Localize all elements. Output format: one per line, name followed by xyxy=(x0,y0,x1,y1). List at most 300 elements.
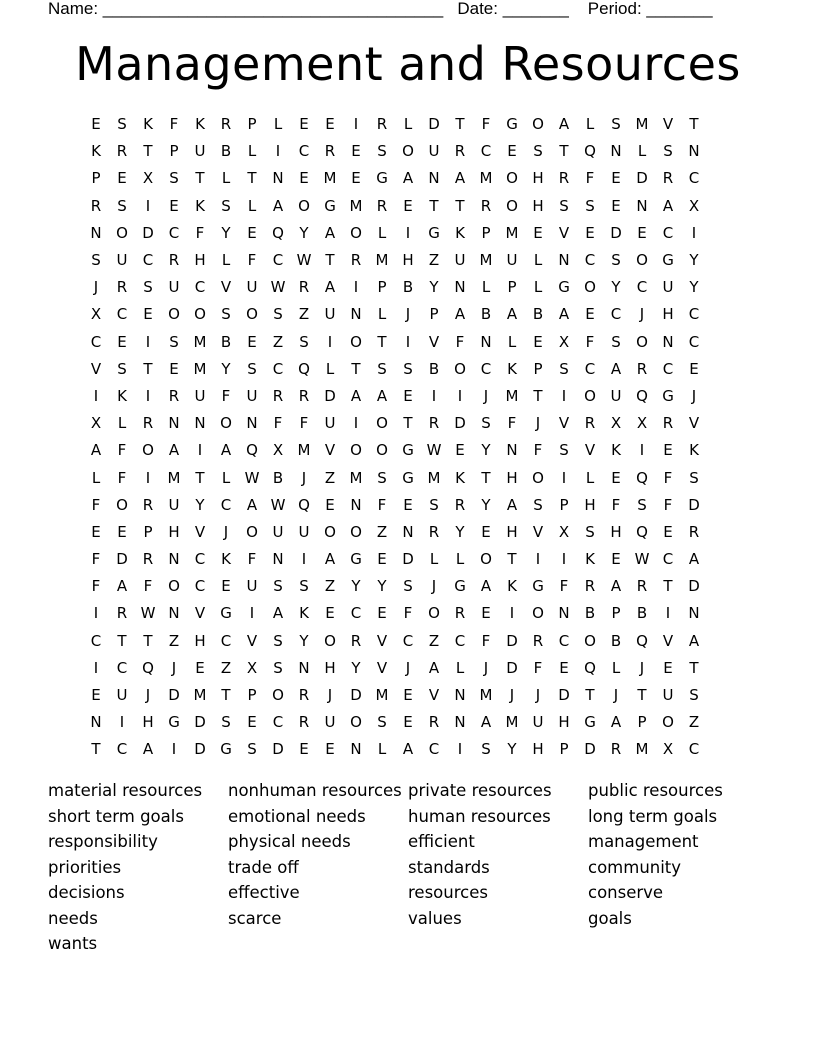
grid-letter: T xyxy=(143,359,153,378)
grid-letter: U xyxy=(324,305,336,324)
word-list-item: public resources xyxy=(588,781,723,800)
grid-letter: C xyxy=(688,332,700,351)
grid-letter: E xyxy=(403,386,413,405)
grid-letter: I xyxy=(561,386,567,405)
grid-letter: U xyxy=(116,686,128,705)
word-list-item: trade off xyxy=(228,857,299,877)
grid-letter: L xyxy=(221,468,231,487)
word-list-item: private resources xyxy=(408,781,552,800)
word-list-item: physical needs xyxy=(228,832,351,851)
grid-letter: J xyxy=(405,305,411,324)
grid-letter: O xyxy=(116,495,128,514)
grid-letter: N xyxy=(454,686,466,705)
grid-letter: S xyxy=(585,196,595,215)
grid-letter: N xyxy=(454,713,466,732)
grid-letter: M xyxy=(479,251,493,270)
grid-letter: O xyxy=(324,631,336,650)
grid-letter: F xyxy=(117,441,127,460)
grid-letter: O xyxy=(350,332,362,351)
grid-letter: O xyxy=(220,414,232,433)
period-field-label: Period: _______ xyxy=(587,0,713,18)
grid-letter: I xyxy=(145,386,151,405)
grid-letter: S xyxy=(299,577,309,596)
grid-letter: U xyxy=(168,278,180,297)
grid-letter: H xyxy=(662,305,674,324)
grid-row xyxy=(83,628,733,655)
word-list-item: priorities xyxy=(48,857,122,877)
grid-letter: E xyxy=(195,658,205,677)
grid-row xyxy=(83,709,733,736)
grid-letter: B xyxy=(402,278,414,297)
grid-letter: E xyxy=(169,359,179,378)
grid-letter: A xyxy=(506,305,518,324)
grid-letter: T xyxy=(91,740,101,759)
grid-letter: R xyxy=(142,495,154,514)
grid-letter: C xyxy=(298,142,310,161)
grid-letter: C xyxy=(194,278,206,297)
grid-letter: V xyxy=(194,522,206,541)
grid-letter: E xyxy=(247,223,257,242)
grid-letter: R xyxy=(662,169,674,188)
grid-letter: E xyxy=(663,658,673,677)
grid-letter: A xyxy=(272,604,284,623)
grid-letter: N xyxy=(194,414,206,433)
grid-letter: M xyxy=(505,223,519,242)
grid-letter: J xyxy=(639,658,645,677)
grid-letter: I xyxy=(561,468,567,487)
grid-letter: T xyxy=(637,686,647,705)
grid-letter: V xyxy=(376,658,388,677)
grid-letter: J xyxy=(301,468,307,487)
grid-letter: T xyxy=(689,115,699,134)
grid-letter: U xyxy=(662,686,674,705)
grid-letter: S xyxy=(299,332,309,351)
grid-letter: M xyxy=(375,251,389,270)
grid-letter: I xyxy=(535,550,541,569)
grid-letter: W xyxy=(270,495,286,514)
grid-letter: C xyxy=(272,359,284,378)
grid-letter: K xyxy=(143,115,153,134)
grid-letter: O xyxy=(298,196,310,215)
grid-letter: E xyxy=(377,550,387,569)
grid-letter: P xyxy=(429,305,439,324)
grid-letter: Y xyxy=(507,740,517,759)
grid-letter: E xyxy=(611,468,621,487)
grid-letter: V xyxy=(662,115,674,134)
grid-letter: I xyxy=(327,332,333,351)
grid-letter: G xyxy=(662,386,674,405)
grid-letter: M xyxy=(193,359,207,378)
grid-letter: Z xyxy=(220,658,232,677)
grid-letter: O xyxy=(246,305,258,324)
grid-letter: S xyxy=(611,251,621,270)
grid-letter: I xyxy=(93,604,99,623)
grid-row xyxy=(83,410,733,437)
grid-letter: M xyxy=(479,686,493,705)
grid-letter: C xyxy=(584,359,596,378)
grid-letter: G xyxy=(220,740,232,759)
grid-letter: Q xyxy=(584,142,596,161)
grid-letter: G xyxy=(402,468,414,487)
grid-letter: S xyxy=(169,169,179,188)
grid-letter: V xyxy=(688,414,700,433)
grid-letter: N xyxy=(350,740,362,759)
grid-letter: M xyxy=(635,740,649,759)
grid-letter: U xyxy=(168,495,180,514)
grid-letter: E xyxy=(117,332,127,351)
grid-letter: E xyxy=(611,196,621,215)
word-list-item: effective xyxy=(228,883,300,902)
grid-letter: P xyxy=(533,359,543,378)
grid-letter: I xyxy=(561,550,567,569)
grid-letter: P xyxy=(559,740,569,759)
grid-letter: I xyxy=(665,604,671,623)
grid-letter: S xyxy=(117,115,127,134)
grid-letter: I xyxy=(353,115,359,134)
grid-letter: Y xyxy=(299,223,309,242)
grid-letter: F xyxy=(247,251,257,270)
grid-letter: R xyxy=(428,522,440,541)
grid-letter: C xyxy=(194,577,206,596)
grid-letter: A xyxy=(116,577,128,596)
grid-letter: Z xyxy=(324,577,336,596)
grid-letter: N xyxy=(688,142,700,161)
grid-letter: U xyxy=(454,251,466,270)
grid-letter: N xyxy=(168,414,180,433)
grid-letter: S xyxy=(221,305,231,324)
grid-letter: I xyxy=(405,332,411,351)
grid-row xyxy=(83,492,733,519)
grid-letter: T xyxy=(533,386,543,405)
grid-letter: F xyxy=(611,495,621,514)
grid-letter: R xyxy=(350,631,362,650)
grid-letter: T xyxy=(455,196,465,215)
word-list-item: resources xyxy=(408,883,488,902)
grid-letter: E xyxy=(247,332,257,351)
grid-letter: E xyxy=(91,115,101,134)
grid-letter: U xyxy=(246,278,258,297)
grid-row xyxy=(83,464,733,491)
grid-letter: W xyxy=(634,550,650,569)
grid-letter: I xyxy=(275,142,281,161)
grid-letter: Q xyxy=(636,386,648,405)
grid-letter: K xyxy=(611,441,621,460)
grid-letter: S xyxy=(481,740,491,759)
grid-letter: Y xyxy=(689,278,699,297)
grid-letter: P xyxy=(559,495,569,514)
grid-letter: M xyxy=(193,332,207,351)
grid-letter: T xyxy=(663,577,673,596)
grid-letter: C xyxy=(662,550,674,569)
grid-letter: D xyxy=(454,414,466,433)
grid-letter: C xyxy=(584,251,596,270)
date-field-label: Date: _______ xyxy=(457,0,569,18)
grid-letter: N xyxy=(298,658,310,677)
grid-letter: R xyxy=(298,386,310,405)
grid-letter: I xyxy=(457,386,463,405)
grid-letter: F xyxy=(481,115,491,134)
grid-letter: U xyxy=(194,142,206,161)
grid-letter: C xyxy=(220,631,232,650)
grid-letter: K xyxy=(507,359,517,378)
grid-letter: E xyxy=(351,169,361,188)
grid-letter: N xyxy=(558,604,570,623)
grid-letter: E xyxy=(403,713,413,732)
grid-letter: I xyxy=(639,441,645,460)
grid-letter: O xyxy=(454,359,466,378)
grid-letter: T xyxy=(351,359,361,378)
grid-letter: K xyxy=(117,386,127,405)
grid-letter: F xyxy=(221,386,231,405)
grid-row xyxy=(83,274,733,301)
grid-letter: W xyxy=(140,604,156,623)
grid-letter: P xyxy=(91,169,101,188)
grid-letter: Z xyxy=(428,251,440,270)
grid-letter: K xyxy=(195,196,205,215)
grid-letter: C xyxy=(480,142,492,161)
grid-row xyxy=(83,600,733,627)
grid-letter: A xyxy=(402,169,414,188)
grid-letter: E xyxy=(533,332,543,351)
grid-letter: A xyxy=(220,441,232,460)
grid-letter: N xyxy=(662,332,674,351)
grid-letter: I xyxy=(431,386,437,405)
grid-letter: I xyxy=(509,604,515,623)
grid-letter: C xyxy=(272,251,284,270)
grid-letter: S xyxy=(91,251,101,270)
grid-letter: J xyxy=(327,686,333,705)
grid-letter: K xyxy=(585,550,595,569)
grid-letter: Q xyxy=(636,468,648,487)
grid-letter: I xyxy=(93,386,99,405)
grid-letter: J xyxy=(613,686,619,705)
grid-letter: S xyxy=(377,713,387,732)
grid-letter: L xyxy=(221,169,231,188)
grid-letter: R xyxy=(662,414,674,433)
grid-letter: L xyxy=(377,740,387,759)
grid-letter: G xyxy=(376,169,388,188)
grid-letter: S xyxy=(403,577,413,596)
grid-letter: M xyxy=(505,713,519,732)
grid-letter: K xyxy=(689,441,699,460)
grid-letter: O xyxy=(168,577,180,596)
grid-letter: A xyxy=(350,386,362,405)
grid-letter: A xyxy=(324,223,336,242)
grid-letter: O xyxy=(636,251,648,270)
grid-letter: G xyxy=(220,604,232,623)
grid-letter: U xyxy=(194,386,206,405)
grid-row xyxy=(83,138,733,165)
grid-letter: U xyxy=(324,414,336,433)
grid-letter: C xyxy=(116,658,128,677)
grid-letter: Y xyxy=(611,278,621,297)
grid-letter: F xyxy=(663,468,673,487)
grid-letter: D xyxy=(194,713,206,732)
grid-letter: S xyxy=(169,332,179,351)
grid-letter: X xyxy=(90,305,102,324)
grid-letter: S xyxy=(663,142,673,161)
grid-letter: O xyxy=(532,604,544,623)
grid-letter: C xyxy=(350,604,362,623)
grid-letter: Y xyxy=(351,577,361,596)
grid-letter: E xyxy=(637,223,647,242)
grid-letter: Y xyxy=(195,495,205,514)
grid-letter: R xyxy=(298,686,310,705)
grid-letter: B xyxy=(428,359,440,378)
grid-letter: O xyxy=(584,631,596,650)
grid-letter: U xyxy=(532,713,544,732)
grid-letter: L xyxy=(221,251,231,270)
grid-letter: E xyxy=(91,686,101,705)
grid-letter: D xyxy=(428,115,440,134)
grid-letter: R xyxy=(454,604,466,623)
grid-letter: L xyxy=(585,468,595,487)
grid-letter: K xyxy=(507,577,517,596)
grid-letter: N xyxy=(246,414,258,433)
grid-letter: L xyxy=(273,115,283,134)
grid-letter: Q xyxy=(584,658,596,677)
grid-letter: B xyxy=(584,604,596,623)
grid-letter: S xyxy=(559,359,569,378)
grid-letter: C xyxy=(662,223,674,242)
grid-letter: E xyxy=(403,495,413,514)
grid-letter: A xyxy=(688,550,700,569)
grid-letter: J xyxy=(691,386,697,405)
grid-letter: N xyxy=(688,604,700,623)
grid-letter: G xyxy=(324,196,336,215)
grid-letter: T xyxy=(403,414,413,433)
grid-letter: E xyxy=(221,577,231,596)
grid-letter: F xyxy=(507,414,517,433)
grid-letter: L xyxy=(429,550,439,569)
grid-letter: I xyxy=(301,550,307,569)
grid-letter: D xyxy=(402,550,414,569)
grid-letter: E xyxy=(611,169,621,188)
grid-letter: T xyxy=(221,686,231,705)
grid-letter: X xyxy=(272,441,284,460)
grid-letter: R xyxy=(428,414,440,433)
grid-letter: O xyxy=(584,278,596,297)
grid-letter: T xyxy=(585,686,595,705)
grid-letter: I xyxy=(145,332,151,351)
grid-letter: E xyxy=(325,495,335,514)
grid-letter: N xyxy=(168,550,180,569)
grid-letter: D xyxy=(324,386,336,405)
grid-letter: M xyxy=(427,468,441,487)
grid-letter: T xyxy=(143,142,153,161)
grid-letter: N xyxy=(350,305,362,324)
grid-letter: E xyxy=(481,604,491,623)
word-list-item: decisions xyxy=(48,883,125,902)
grid-letter: S xyxy=(611,332,621,351)
grid-letter: P xyxy=(611,604,621,623)
grid-letter: E xyxy=(611,550,621,569)
grid-letter: M xyxy=(349,196,363,215)
grid-letter: J xyxy=(405,658,411,677)
grid-letter: Z xyxy=(324,468,336,487)
grid-letter: Q xyxy=(636,522,648,541)
grid-letter: R xyxy=(558,169,570,188)
grid-letter: O xyxy=(272,686,284,705)
grid-letter: X xyxy=(610,414,622,433)
grid-letter: V xyxy=(558,223,570,242)
grid-letter: S xyxy=(429,495,439,514)
grid-letter: B xyxy=(636,604,648,623)
grid-letter: F xyxy=(533,658,543,677)
grid-letter: O xyxy=(376,414,388,433)
grid-letter: N xyxy=(350,495,362,514)
grid-letter: U xyxy=(298,522,310,541)
grid-letter: K xyxy=(455,468,465,487)
grid-letter: V xyxy=(90,359,102,378)
grid-letter: A xyxy=(454,169,466,188)
grid-letter: P xyxy=(143,522,153,541)
grid-letter: C xyxy=(662,359,674,378)
grid-letter: J xyxy=(93,278,99,297)
grid-letter: A xyxy=(506,495,518,514)
grid-letter: D xyxy=(506,658,518,677)
grid-letter: L xyxy=(533,278,543,297)
grid-letter: X xyxy=(90,414,102,433)
grid-letter: P xyxy=(377,278,387,297)
grid-letter: J xyxy=(431,577,437,596)
grid-letter: F xyxy=(143,577,153,596)
grid-letter: Z xyxy=(428,631,440,650)
grid-letter: H xyxy=(532,740,544,759)
grid-letter: R xyxy=(584,414,596,433)
grid-letter: J xyxy=(483,658,489,677)
grid-letter: N xyxy=(90,223,102,242)
grid-letter: Q xyxy=(298,495,310,514)
grid-letter: P xyxy=(637,713,647,732)
grid-row xyxy=(83,356,733,383)
grid-letter: M xyxy=(297,441,311,460)
grid-letter: T xyxy=(377,332,387,351)
word-list-item: short term goals xyxy=(48,806,184,826)
grid-letter: P xyxy=(169,142,179,161)
grid-letter: L xyxy=(637,142,647,161)
grid-row xyxy=(83,247,733,274)
grid-letter: X xyxy=(662,740,674,759)
grid-letter: O xyxy=(402,142,414,161)
grid-letter: O xyxy=(506,196,518,215)
grid-letter: V xyxy=(376,631,388,650)
word-list-item: responsibility xyxy=(48,832,158,851)
grid-letter: E xyxy=(117,169,127,188)
word-list-item: material resources xyxy=(48,781,203,800)
grid-letter: E xyxy=(481,522,491,541)
word-list xyxy=(48,778,768,957)
grid-letter: D xyxy=(506,631,518,650)
grid-letter: Q xyxy=(272,223,284,242)
grid-letter: U xyxy=(246,577,258,596)
grid-letter: V xyxy=(428,332,440,351)
grid-letter: P xyxy=(507,278,517,297)
grid-letter: E xyxy=(143,305,153,324)
grid-row xyxy=(83,111,733,138)
grid-letter: T xyxy=(429,196,439,215)
page-title: Management and Resources xyxy=(75,37,741,91)
grid-letter: D xyxy=(116,550,128,569)
grid-letter: L xyxy=(585,115,595,134)
word-list-item: goals xyxy=(588,908,632,928)
grid-letter: A xyxy=(610,359,622,378)
grid-letter: N xyxy=(272,169,284,188)
grid-letter: R xyxy=(324,142,336,161)
grid-letter: Y xyxy=(429,278,439,297)
grid-letter: S xyxy=(689,686,699,705)
grid-letter: A xyxy=(272,196,284,215)
